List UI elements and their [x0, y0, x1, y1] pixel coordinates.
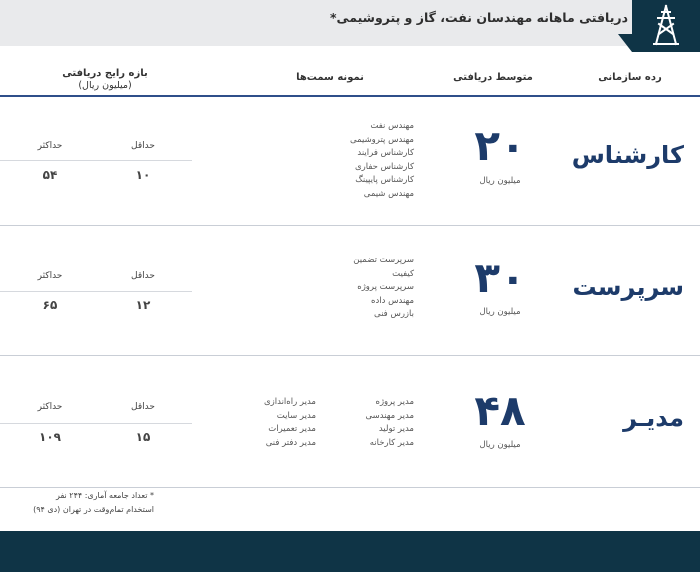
footer-band: [0, 531, 700, 572]
position-item: مدیر مهندسی: [365, 410, 414, 421]
average-value-expert: ۲۰: [474, 121, 526, 170]
row-divider: [0, 225, 700, 226]
position-item: مدیر پروژه: [375, 397, 414, 407]
positions-list-manager-col1: [304, 396, 414, 450]
average-unit-expert: میلیون ریال: [479, 176, 521, 186]
average-unit-supervisor: میلیون ریال: [479, 307, 521, 317]
range-divider: [0, 291, 192, 292]
logo: [632, 0, 700, 52]
positions-list-expert: [274, 120, 414, 201]
average-value-supervisor: ۳۰: [474, 253, 526, 302]
min-value-expert: ۱۰: [135, 168, 151, 182]
footnote-scope: استخدام تمام‌وقت در تهران (دی ۹۴): [33, 505, 154, 514]
position-item: کارشناس حفاری: [355, 161, 414, 172]
max-label: حداکثر: [37, 271, 63, 281]
logo-notch: [618, 34, 632, 52]
footnote-sample-size: * تعداد جامعه آماری: ۲۴۴ نفر: [56, 491, 154, 500]
page-title: دریافتی ماهانه مهندسان نفت، گاز و پتروشیمی*: [330, 10, 628, 25]
header-divider: [0, 95, 700, 97]
min-value-manager: ۱۵: [135, 430, 151, 444]
column-header-range-unit: (میلیون ریال): [78, 80, 132, 91]
average-value-manager: ۴۸: [474, 386, 526, 435]
position-item: کارشناس فرایند: [357, 148, 414, 158]
min-label: حداقل: [131, 402, 155, 412]
position-item: مدیر سایت: [276, 410, 316, 421]
position-item: سرپرست پروژه: [357, 282, 414, 292]
average-unit-manager: میلیون ریال: [479, 440, 521, 450]
column-header-level: رده سازمانی: [598, 72, 662, 83]
row-divider: [0, 355, 700, 356]
level-label-manager: مدیـر: [623, 404, 684, 432]
column-header-positions: نمونه سمت‌ها: [296, 72, 364, 83]
position-item: مهندس شیمی: [363, 188, 414, 199]
position-item: مدیر کارخانه: [369, 437, 414, 448]
level-label-supervisor: سرپرست: [572, 273, 684, 301]
max-label: حداکثر: [37, 402, 63, 412]
column-header-average: متوسط دریافتی: [453, 72, 533, 83]
max-value-supervisor: ۶۵: [42, 298, 58, 312]
max-label: حداکثر: [37, 141, 63, 151]
oil-derrick-icon: [632, 0, 700, 52]
max-value-expert: ۵۴: [42, 168, 58, 182]
position-item: کارشناس پایپینگ: [355, 175, 414, 185]
position-item: مدیر راه‌اندازی: [263, 397, 316, 407]
min-value-supervisor: ۱۲: [135, 298, 151, 312]
max-value-manager: ۱۰۹: [39, 430, 61, 444]
position-item: مدیر تعمیرات: [268, 424, 316, 434]
range-divider: [0, 423, 192, 424]
range-divider: [0, 160, 192, 161]
position-item: مهندس داده: [371, 295, 414, 306]
row-divider: [0, 487, 700, 488]
column-header-range-title: بازه رایج دریافتی: [62, 68, 148, 79]
position-item: کیفیت: [392, 268, 414, 279]
positions-list-manager-col2: [206, 396, 316, 450]
position-item: مهندس پتروشیمی: [350, 134, 414, 145]
positions-list-supervisor: [274, 254, 414, 322]
position-item: سرپرست تضمین: [353, 255, 414, 265]
position-item: مهندس نفت: [370, 121, 414, 131]
position-item: بازرس فنی: [374, 309, 414, 319]
min-label: حداقل: [131, 271, 155, 281]
level-label-expert: کارشناس: [571, 141, 684, 169]
min-label: حداقل: [131, 141, 155, 151]
position-item: مدیر دفتر فنی: [265, 437, 316, 448]
position-item: مدیر تولید: [378, 424, 414, 434]
